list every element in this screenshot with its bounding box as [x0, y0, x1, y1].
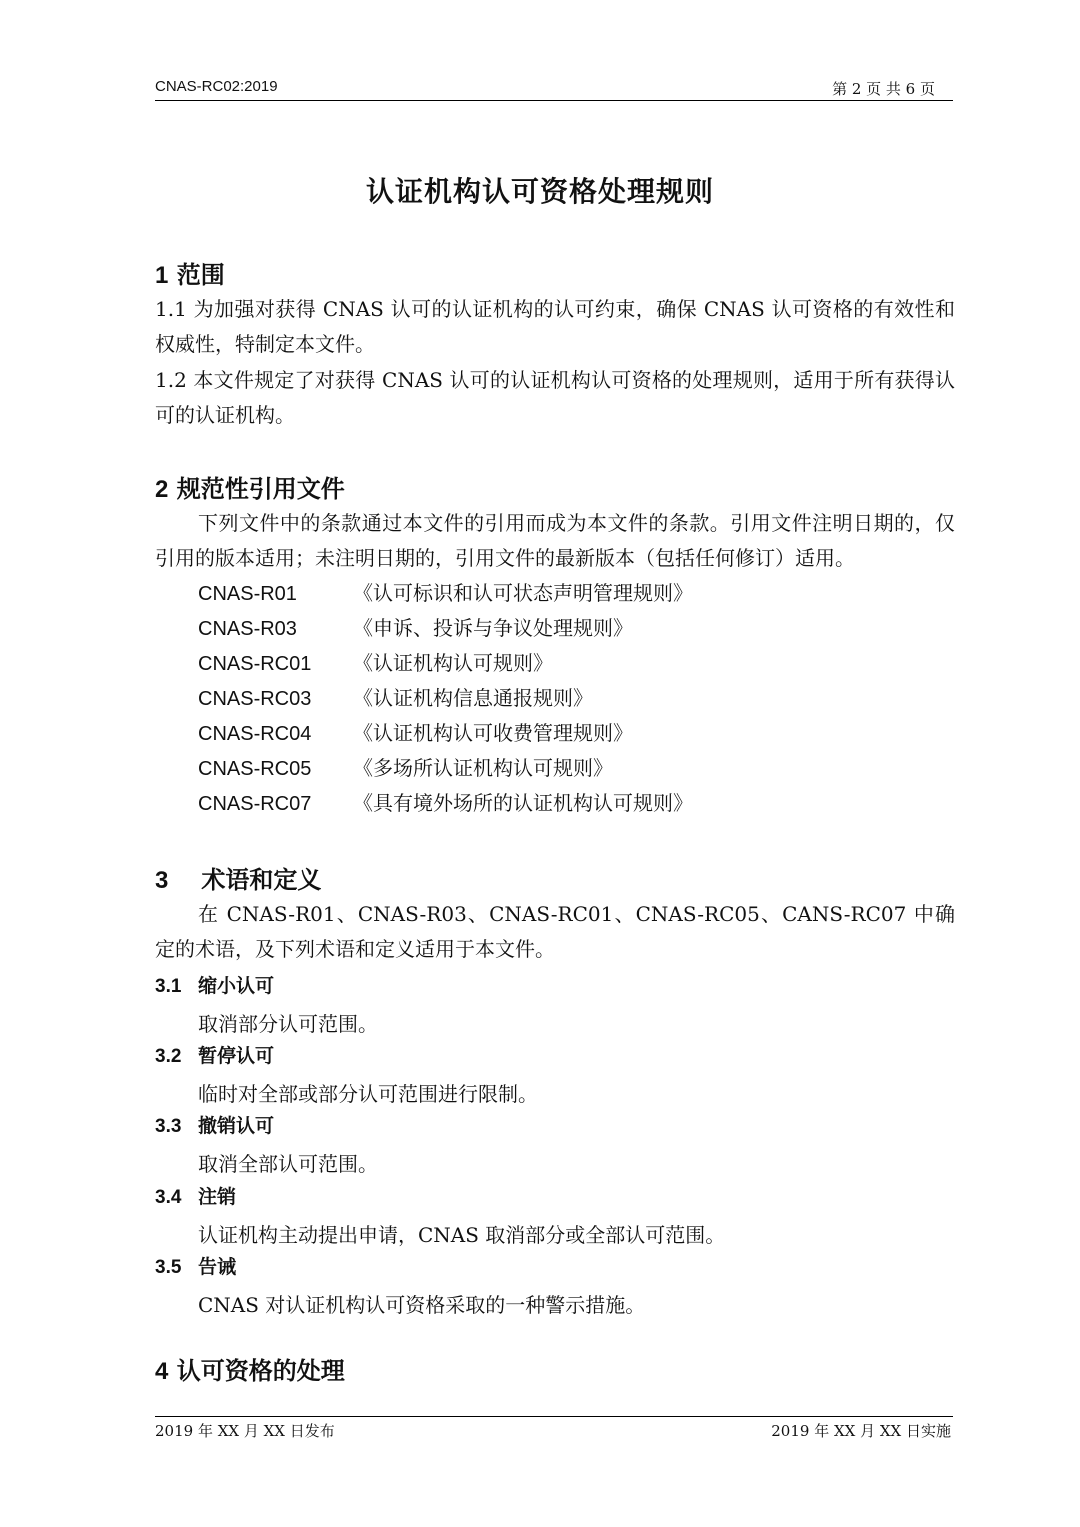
term-name: 暂停认可 [198, 1045, 275, 1067]
reference-name: 《认证机构认可收费管理规则》 [353, 721, 633, 745]
section-number: 4 [155, 1358, 169, 1385]
term-heading [155, 971, 274, 998]
section-title: 认可资格的处理 [176, 1357, 345, 1385]
section-title: 术语和定义 [201, 866, 322, 894]
page-footer [155, 1416, 953, 1440]
term-number: 3.5 [155, 1257, 182, 1278]
section-title: 规范性引用文件 [176, 475, 345, 503]
term-definition: 认证机构主动提出申请，CNAS 取消部分或全部认可范围。 [198, 1223, 726, 1247]
term-number: 3.1 [155, 976, 182, 997]
reference-item [198, 681, 593, 716]
term-name: 缩小认可 [198, 975, 275, 997]
section-2-heading [155, 469, 955, 504]
doc-code: CNAS-RC02:2019 [155, 78, 278, 95]
issue-date: 2019 年 XX 月 XX 日发布 [155, 1422, 335, 1440]
reference-item [198, 751, 613, 786]
section-1-para-2: 1.2 本文件规定了对获得 CNAS 认可的认证机构认可资格的处理规则，适用于所有获得认可的认证机构。 [155, 368, 955, 427]
reference-name: 《认证机构信息通报规则》 [353, 686, 593, 710]
section-number: 1 [155, 262, 169, 289]
term-number: 3.4 [155, 1187, 182, 1208]
term-name: 告诫 [198, 1256, 237, 1278]
section-1-heading [155, 255, 955, 290]
reference-name: 《多场所认证机构认可规则》 [353, 756, 613, 780]
reference-code: CNAS-R03 [198, 618, 297, 640]
reference-code: CNAS-RC07 [198, 793, 312, 815]
reference-item [198, 611, 633, 646]
reference-item [198, 646, 553, 681]
reference-code: CNAS-RC05 [198, 758, 312, 780]
term-heading [155, 1252, 236, 1279]
section-1-para-1: 1.1 为加强对获得 CNAS 认可的认证机构的认可约束，确保 CNAS 认可资格的有效性和权威性，特制定本文件。 [155, 297, 955, 356]
term-definition: 取消部分认可范围。 [198, 1012, 378, 1036]
reference-code: CNAS-RC04 [198, 723, 312, 745]
section-number: 3 [155, 867, 169, 894]
term-heading [155, 1111, 274, 1138]
section-3-heading [155, 860, 955, 895]
term-heading [155, 1041, 274, 1068]
term-definition: 取消全部认可范围。 [198, 1152, 378, 1176]
effective-date: 2019 年 XX 月 XX 日实施 [771, 1422, 951, 1440]
page-info: 第 2 页 共 6 页 [832, 80, 935, 98]
term-number: 3.3 [155, 1116, 182, 1137]
reference-name: 《认可标识和认可状态声明管理规则》 [353, 581, 693, 605]
term-definition: 临时对全部或部分认可范围进行限制。 [198, 1082, 538, 1106]
reference-name: 《申诉、投诉与争议处理规则》 [353, 616, 633, 640]
term-definition: CNAS 对认证机构认可资格采取的一种警示措施。 [198, 1293, 646, 1317]
term-number: 3.2 [155, 1046, 182, 1067]
reference-item [198, 576, 693, 611]
document-title: 认证机构认可资格处理规则 [365, 175, 714, 208]
section-4-heading [155, 1351, 955, 1386]
section-3-intro: 在 CNAS-R01、CNAS-R03、CNAS-RC01、CNAS-RC05、CANS-RC07 中确定的术语，及下列术语和定义适用于本文件。 [155, 902, 955, 961]
reference-code: CNAS-R01 [198, 583, 297, 605]
term-name: 注销 [198, 1186, 237, 1208]
reference-name: 《认证机构认可规则》 [353, 651, 553, 675]
section-number: 2 [155, 476, 169, 503]
reference-name: 《具有境外场所的认证机构认可规则》 [353, 791, 693, 815]
section-2-intro: 下列文件中的条款通过本文件的引用而成为本文件的条款。引用文件注明日期的，仅引用的版本适用；未注明日期的，引用文件的最新版本（包括任何修订）适用。 [155, 511, 955, 570]
section-title: 范围 [176, 261, 225, 289]
reference-code: CNAS-RC01 [198, 653, 312, 675]
reference-item [198, 786, 693, 821]
reference-item [198, 716, 633, 751]
term-heading [155, 1182, 236, 1209]
term-name: 撤销认可 [198, 1115, 275, 1137]
page-header [155, 78, 953, 101]
reference-code: CNAS-RC03 [198, 688, 312, 710]
